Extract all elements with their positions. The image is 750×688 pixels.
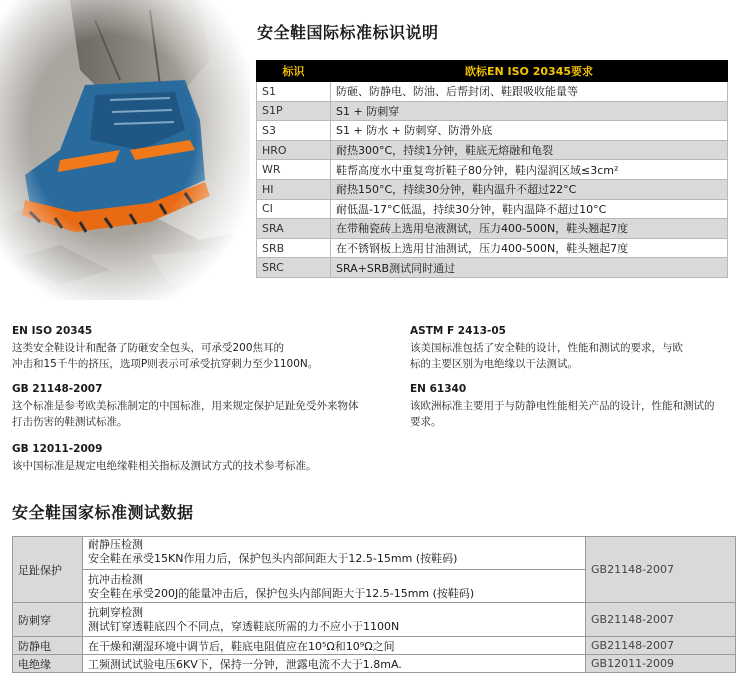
boot-photo [0, 0, 250, 300]
test-detail: 在干燥和潮湿环境中调节后，鞋底电阻值应在10⁵Ω和10⁹Ω之间 [83, 637, 586, 655]
standard-en-61340 [410, 381, 745, 430]
test-detail: 安全鞋在承受200J的能量冲击后，保护包头内部间距大于12.5-15mm (按鞋码) [88, 587, 475, 600]
test-name: 抗刺穿检测 [88, 605, 143, 619]
standard-name: EN 61340 [410, 383, 467, 395]
row-standard: GB21148-2007 [586, 537, 736, 603]
row-code: CI [257, 199, 331, 219]
standard-desc-line: 打击伤害的鞋测试标准。 [12, 416, 128, 428]
table-row [257, 199, 728, 219]
row-code: HRO [257, 140, 331, 160]
table-row [13, 655, 736, 673]
row-category: 防刺穿 [13, 603, 83, 637]
row-desc: 在带釉瓷砖上选用皂液测试，压力400-500N，鞋头翘起7度 [331, 219, 728, 239]
table-row [257, 258, 728, 278]
table-row [257, 219, 728, 239]
row-desc: 耐低温-17°C低温，持续30分钟，鞋内温降不超过10°C [331, 199, 728, 219]
standard-name: ASTM F 2413-05 [410, 325, 506, 337]
table-row [13, 637, 736, 655]
row-category: 电绝缘 [13, 655, 83, 673]
test-item [83, 569, 585, 601]
test-item [88, 538, 580, 566]
standard-en-iso-20345 [12, 323, 392, 372]
iso-table-header [257, 61, 728, 82]
standard-desc-line: 该中国标准是规定电绝缘鞋相关指标及测试方式的技术参考标准。 [12, 460, 317, 472]
standard-name: GB 21148-2007 [12, 383, 103, 395]
iso-standard-table [256, 60, 728, 278]
test-item [88, 606, 580, 634]
test-name: 耐静压检测 [88, 538, 143, 551]
standard-desc-line: 这个标准是参考欧美标准制定的中国标准，用来规定保护足趾免受外来物体 [12, 400, 359, 412]
row-code: HI [257, 179, 331, 199]
row-standard: GB12011-2009 [586, 655, 736, 673]
standard-desc-line: 标的主要区别为电绝缘以干法测试。 [410, 358, 578, 370]
table-row [257, 179, 728, 199]
standard-astm-f2413 [410, 323, 740, 372]
test-detail: 测试钉穿透鞋底四个不同点，穿透鞋底所需的力不应小于1100N [88, 619, 400, 633]
section2-title: 安全鞋国家标准测试数据 [12, 503, 194, 522]
test-name: 抗冲击检测 [88, 573, 143, 586]
table-row [13, 603, 736, 637]
table-row [257, 101, 728, 121]
row-desc: 在不锈钢板上选用甘油测试，压力400-500N，鞋头翘起7度 [331, 238, 728, 258]
table-row [257, 82, 728, 102]
standard-desc-line: 冲击和15千牛的挤压，选项P则表示可承受抗穿刺力至少1100N。 [12, 358, 319, 370]
standard-desc-line: 该美国标准包括了安全鞋的设计，性能和测试的要求，与欧 [410, 342, 683, 354]
header-code: 标识 [257, 61, 331, 82]
table-row [13, 537, 736, 603]
row-desc: 耐热150°C，持续30分钟，鞋内温升不超过22°C [331, 179, 728, 199]
standard-desc-line: 要求。 [410, 416, 442, 428]
row-code: SRB [257, 238, 331, 258]
boot-illustration [0, 0, 250, 300]
test-detail: 安全鞋在承受15KN作用力后，保护包头内部间距大于12.5-15mm (按鞋码) [88, 552, 458, 565]
row-code: S1 [257, 82, 331, 102]
row-code: SRC [257, 258, 331, 278]
national-test-table [12, 536, 736, 673]
standard-desc-line: 该欧洲标准主要用于与防静电性能相关产品的设计，性能和测试的 [410, 400, 715, 412]
table-row [257, 121, 728, 141]
test-detail: 工频测试试验电压6KV下，保持一分钟，泄露电流不大于1.8mA. [83, 655, 586, 673]
standard-name: GB 12011-2009 [12, 443, 103, 455]
row-desc: SRA+SRB测试同时通过 [331, 258, 728, 278]
row-standard: GB21148-2007 [586, 603, 736, 637]
row-desc: S1 + 防刺穿 [331, 101, 728, 121]
table-row [257, 140, 728, 160]
table-row [257, 160, 728, 180]
section1-title: 安全鞋国际标准标识说明 [257, 23, 439, 42]
row-code: WR [257, 160, 331, 180]
standard-gb-12011 [12, 441, 402, 474]
row-category: 足趾保护 [13, 537, 83, 603]
row-code: S3 [257, 121, 331, 141]
header-desc: 欧标EN ISO 20345要求 [331, 61, 728, 82]
table-row [257, 238, 728, 258]
standard-desc-line: 这类安全鞋设计和配备了防砸安全包头，可承受200焦耳的 [12, 342, 285, 354]
row-tests [83, 537, 586, 603]
row-desc: S1 + 防水 + 防刺穿、防滑外底 [331, 121, 728, 141]
standard-name: EN ISO 20345 [12, 325, 93, 337]
row-code: S1P [257, 101, 331, 121]
standard-gb-21148 [12, 381, 402, 430]
row-desc: 耐热300°C，持续1分钟，鞋底无熔融和龟裂 [331, 140, 728, 160]
row-desc: 鞋帮高度水中重复弯折鞋子80分钟，鞋内湿润区域≤3cm² [331, 160, 728, 180]
row-desc: 防砸、防静电、防油、后帮封闭、鞋跟吸收能量等 [331, 82, 728, 102]
row-category: 防静电 [13, 637, 83, 655]
row-tests [83, 603, 586, 637]
row-standard: GB21148-2007 [586, 637, 736, 655]
row-code: SRA [257, 219, 331, 239]
